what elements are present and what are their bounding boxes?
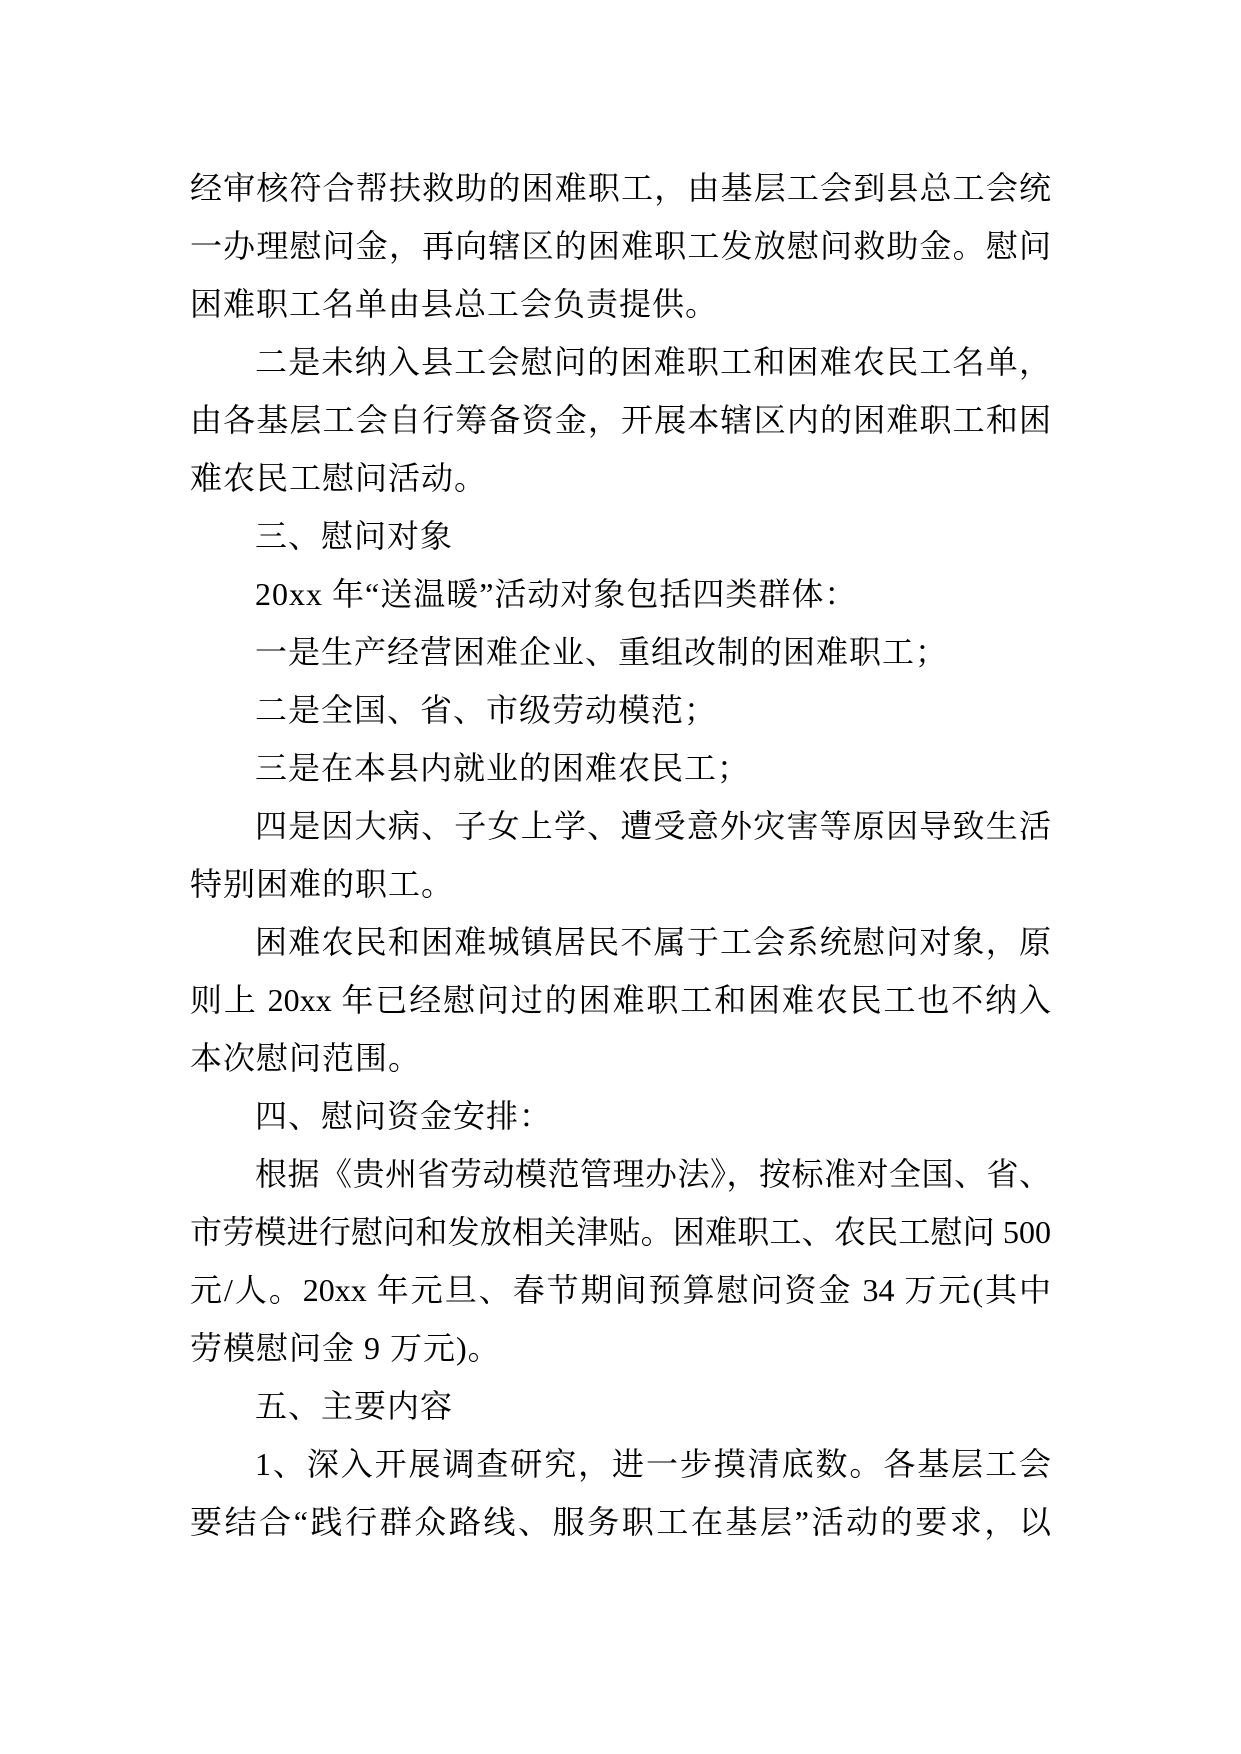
text-line: 三是在本县内就业的困难农民工； — [255, 750, 751, 786]
list-item — [190, 797, 1051, 913]
section-heading — [190, 1377, 1051, 1435]
text-line: 1、深入开展调查研究，进一步摸清底数。各基层工会 — [255, 1446, 1051, 1482]
text-line: 五、主要内容 — [255, 1388, 454, 1424]
text-line: 二是未纳入县工会慰问的困难职工和困难农民工名单， — [255, 344, 1051, 380]
paragraph — [190, 1435, 1051, 1551]
text-line: 市劳模进行慰问和发放相关津贴。困难职工、农民工慰问 500 — [190, 1214, 1051, 1250]
text-line: 困难职工名单由县总工会负责提供。 — [190, 286, 719, 322]
text-line: 难农民工慰问活动。 — [190, 460, 488, 496]
list-item — [190, 681, 1051, 739]
text-line: 四、慰问资金安排： — [255, 1098, 553, 1134]
text-line: 本次慰问范围。 — [190, 1040, 422, 1076]
text-line: 则上 20xx 年已经慰问过的困难职工和困难农民工也不纳入 — [190, 982, 1051, 1018]
paragraph — [190, 565, 1051, 623]
text-line: 要结合“践行群众路线、服务职工在基层”活动的要求，以 — [190, 1504, 1051, 1540]
text-line: 元/人。20xx 年元旦、春节期间预算慰问资金 34 万元(其中 — [190, 1272, 1051, 1308]
section-heading — [190, 507, 1051, 565]
paragraph — [190, 1145, 1051, 1377]
text-line: 一办理慰问金，再向辖区的困难职工发放慰问救助金。慰问 — [190, 228, 1051, 264]
text-line: 由各基层工会自行筹备资金，开展本辖区内的困难职工和困 — [190, 402, 1051, 438]
text-line: 特别困难的职工。 — [190, 866, 455, 902]
text-line: 困难农民和困难城镇居民不属于工会系统慰问对象，原 — [255, 924, 1051, 960]
text-line: 三、慰问对象 — [255, 518, 454, 554]
text-line: 四是因大病、子女上学、遭受意外灾害等原因导致生活 — [255, 808, 1051, 844]
paragraph — [190, 159, 1051, 333]
text-line: 根据《贵州省劳动模范管理办法》，按标准对全国、省、 — [255, 1156, 1051, 1192]
document-body — [190, 159, 1051, 1551]
text-line: 一是生产经营困难企业、重组改制的困难职工； — [255, 634, 949, 670]
text-line: 劳模慰问金 9 万元)。 — [190, 1330, 501, 1366]
section-heading — [190, 1087, 1051, 1145]
list-item — [190, 623, 1051, 681]
list-item — [190, 739, 1051, 797]
text-line: 20xx 年“送温暖”活动对象包括四类群体： — [255, 576, 858, 612]
text-line: 经审核符合帮扶救助的困难职工，由基层工会到县总工会统 — [190, 170, 1051, 206]
text-line: 二是全国、省、市级劳动模范； — [255, 692, 718, 728]
paragraph — [190, 913, 1051, 1087]
paragraph — [190, 333, 1051, 507]
